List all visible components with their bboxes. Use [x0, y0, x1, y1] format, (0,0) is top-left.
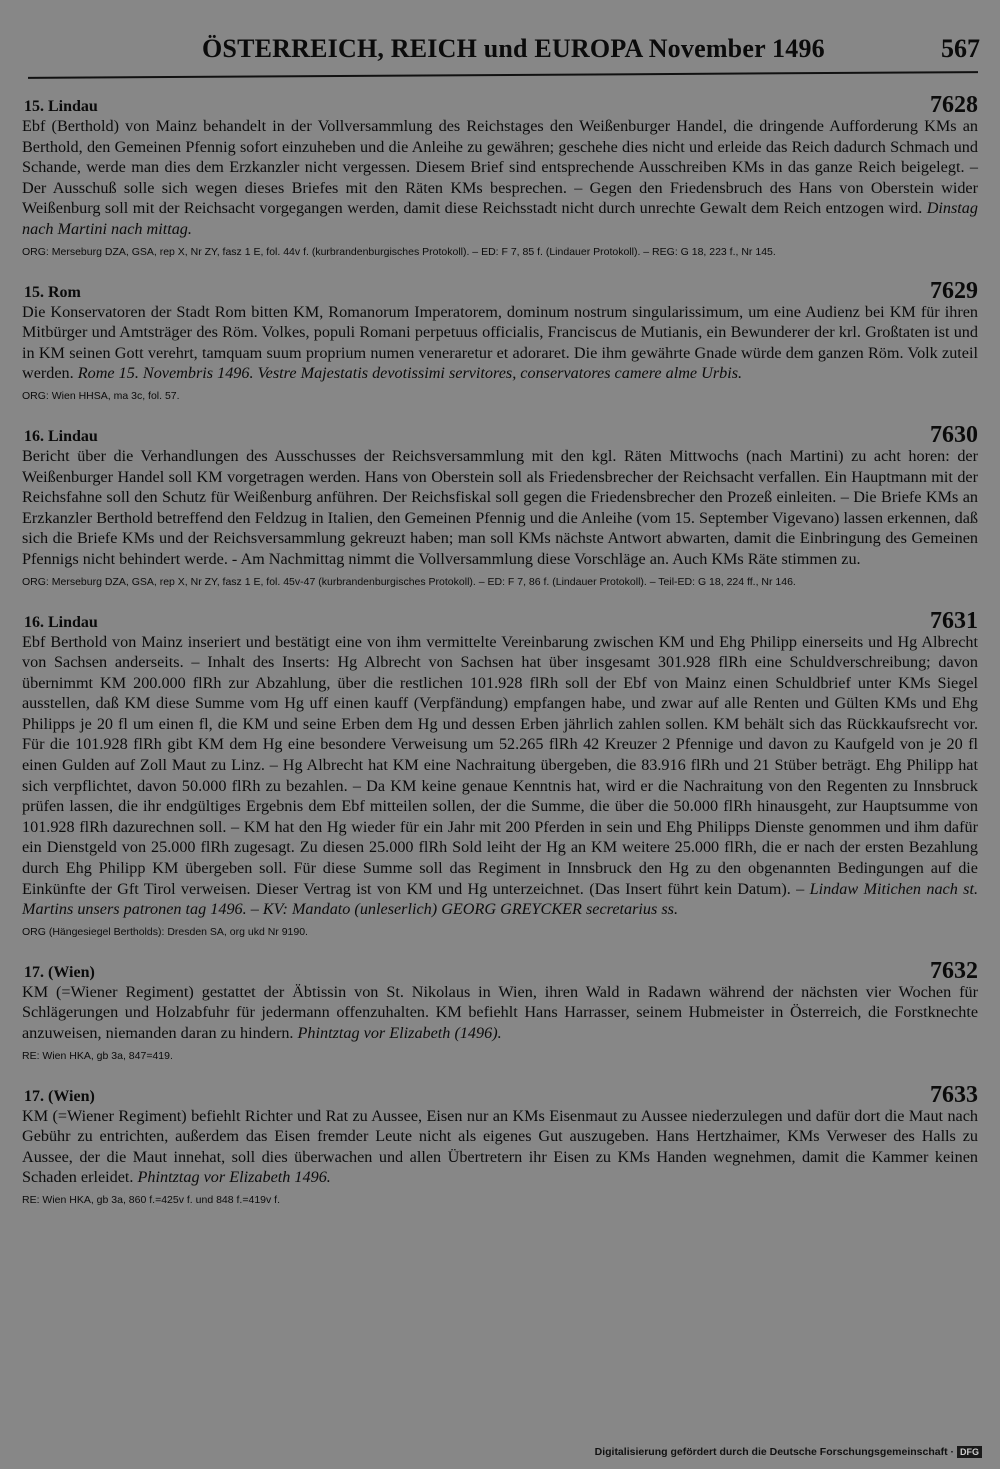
- entry-text: Ebf Berthold von Mainz inseriert und bestätigt eine von ihm vermittelte Vereinbarung zwischen KM und Ehg Philipp einerseits und Hg Albrecht von Sachsen anderseits. – Inhalt des Inserts: Hg Albrecht von Sachsen hat über insgesamt 301.928 flRh eine Schuldverschreibung; davon übernimmt KM 200.000 flRh zur Abzahlung, über die restlichen 101.928 flRh soll der Ebf von Mainz einen Schuldbrief unter KMs Siegel ausstellen, daß KM diese Summe vom Hg uff einen kauff (Verpfändung) empfangen habe, und zwar auf alle Renten und Gülten KMs und Ehg Philipps je 20 fl um einen fl, die KM und seine Erben dem Hg und dessen Erben jährlich zahlen sollen. KM behält sich das Rückkaufsrecht vor. Für die 101.928 flRh gibt KM dem Hg eine besondere Verweisung um 52.265 flRh 42 Kreuzer 2 Pfennige und davon zu Kaufgeld von je 20 fl einen Gulden auf Zoll Maut zu Linz. – Hg Albrecht hat KM eine Nachraitung übergeben, die 83.916 flRh und 21 Stüber beträgt. Ehg Philipp hat sich verpflichtet, davon 50.000 flRh zu bezahlen. – Da KM keine genaue Kenntnis hat, wird er die Nachraitung von den Regenten zu Innsbruck prüfen lassen, die ihr endgültiges Ergebnis dem Ebf mitteilen sollen, der die Summe, die über die 50.000 flRh hinausgeht, zur Hauptsumme von 101.928 flRh dazurechnen soll. – KM hat den Hg wieder für ein Jahr mit 200 Pferden in sein und Ehg Philipps Dienste genommen und ihm dafür ein Dienstgeld von 25.000 flRh zugesagt. Zu diesen 25.000 flRh Sold leiht der Hg an KM weitere 25.000 flRh, die er nach der ersten Bezahlung durch Ehg Philipp KM übergeben soll. Für diese Summe soll das Regiment in Innsbruck den Hg zu den obgenannten Bedingungen auf die Einkünfte der Gft Tirol verweisen. Dieser Vertrag ist von KM und Hg unterzeichnet. (Das Insert führt kein Datum). – Lindaw Mitichen nach st. Martins unsers patronen tag 1496. – KV: Mandato (unleserlich) GEORG GREYCKER secretarius ss.: [22, 632, 979, 919]
- entry-7633: [22, 1082, 978, 1208]
- entry-dating: Phintztag vor Elizabeth (1496).: [297, 1024, 502, 1042]
- entry-text: Bericht über die Verhandlungen des Ausschusses der Reichsversammlung mit den kgl. Räten Mittwochs (nach Martini) zu acht horen: der Weißenburger Handel soll KM vorgetragen werden. Hans von Oberstein soll als Friedensbrecher der Reichsacht verfallen. Ein Hauptmann mit der Reichsfahne soll den Schutz für Weißenburg anführen. Der Reichsfiskal soll gegen die Friedensbrecher den Prozeß einleiten. – Die Briefe KMs an Erzkanzler Berthold betreffend den Feldzug in Italien, den Gemeinen Pfennig und die Anleihe (vom 15. September Vigevano) lassen erkennen, daß sich die Briefe KMs und der Reichsversammlung gekreuzt haben; man soll KMs nächste Antwort abwarten, damit die Einbringung des Gemeinen Pfennigs nicht behindert werde. - Am Nachmittag nimmt die Vollversammlung diese Vorschläge an. Auch KMs Räte stimmen zu.: [22, 446, 978, 568]
- entry-7630: [22, 422, 978, 590]
- entry-number: 7632: [930, 957, 978, 984]
- entry-source: ORG: Merseburg DZA, GSA, rep X, Nr ZY, fasz 1 E, fol. 45v-47 (kurbrandenburgisches Protokoll). – ED: F 7, 86 f. (Lindauer Protokoll). – Teil-ED: G 18, 224 ff., Nr 146.: [22, 575, 796, 588]
- entry-date: 15. Rom: [24, 283, 81, 301]
- entry-7628: [22, 92, 978, 260]
- entry-dating: Dinstag nach Martini nach mittag.: [22, 199, 978, 238]
- credit-text: Digitalisierung gefördert durch die Deutsche Forschungsgemeinschaft ·: [594, 1446, 954, 1458]
- entry-number: 7628: [930, 92, 978, 118]
- entry-text: Die Konservatoren der Stadt Rom bitten KM, Romanorum Imperatorem, dominum nostrum singularissimum, um eine Audienz bei KM für ihren Mitbürger und Amtsträger des Röm. Volkes, populi Romani perpetuus officialis, Franciscus de Mutianis, ein Bewunderer der krl. Großtaten ist und in KM seinen Gott verehrt, tamquam suum proprium numen veneraretur et adoraret. Die ihm gewährte Gnade würde dem ganzen Röm. Volk zuteil werden. Rome 15. Novembris 1496. Vestre Majestatis devotissimi servitores, conservatores camere alme Urbis.: [22, 302, 978, 383]
- entry-date: 15. Lindau: [24, 98, 98, 115]
- entry-number: 7631: [930, 607, 978, 634]
- entry-date: 17. (Wien): [24, 963, 95, 981]
- entry-source: ORG: Wien HHSA, ma 3c, fol. 57.: [22, 389, 180, 402]
- entry-dating: Phintztag vor Elizabeth 1496.: [137, 1168, 331, 1187]
- entry-7629: [22, 278, 978, 404]
- entry-date: 17. (Wien): [24, 1087, 95, 1105]
- entry-dating: – Lindaw Mitichen nach st. Martins unsers patronen tag 1496. – KV: Mandato (unleserlich) GEORG GREYCKER secretarius ss.: [22, 879, 979, 919]
- entry-text: Ebf (Berthold) von Mainz behandelt in der Vollversammlung des Reichstages den Weißenburger Handel, die dringende Aufforderung KMs an Berthold, den Gemeinen Pfennig sofort einzuheben und die Anleihe zu gewähren; geschehe dies nicht und erleide das Reich dadurch Schmach und Schande, werde man dies dem Erzkanzler nicht vergessen. Diesem Brief sind entsprechende Ausschreiben KMs in das ganze Reich beigelegt. – Der Ausschuß solle sich wegen dieses Briefes mit den Räten KMs besprechen. – Gegen den Friedensbruch des Hans von Oberstein wider Weißenburg soll mit der Reichsacht vorgegangen werden, damit diese Reichsstadt nicht durch unrechte Gewalt dem Reich entzogen wird. Dinstag nach Martini nach mittag.: [22, 117, 978, 238]
- entry-dating: Rome 15. Novembris 1496. Vestre Majestatis devotissimi servitores, conservatores camere alme Urbis.: [77, 364, 743, 383]
- entry-date: 16. Lindau: [24, 613, 98, 631]
- entry-source: RE: Wien HKA, gb 3a, 860 f.=425v f. und 848 f.=419v f.: [22, 1193, 280, 1206]
- entry-source: RE: Wien HKA, gb 3a, 847=419.: [22, 1049, 173, 1062]
- entry-source: ORG: Merseburg DZA, GSA, rep X, Nr ZY, fasz 1 E, fol. 44v f. (kurbrandenburgisches Protokoll). – ED: F 7, 85 f. (Lindauer Protokoll). – REG: G 18, 223 f., Nr 145.: [22, 245, 776, 258]
- entry-date: 16. Lindau: [24, 427, 98, 445]
- entry-text: KM (=Wiener Regiment) befiehlt Richter und Rat zu Aussee, Eisen nur an KMs Eisenmaut zu Aussee niederzulegen und dafür dort die Maut nach Gebühr zu entrichten, außerdem das Eisen fremder Leute nicht als eigenes Gut auszugeben. Hans Hertzhaimer, KMs Verweser des Halls zu Aussee, der die Maut innehat, soll dies überwachen und allen Übertretern ihr Eisen zu KMs Handen wegnehmen, damit die Kammer keinen Schaden erleidet. Phintztag vor Elizabeth 1496.: [22, 1106, 978, 1187]
- digitization-credit: [595, 1446, 982, 1458]
- entry-number: 7630: [930, 421, 978, 448]
- entry-text: KM (=Wiener Regiment) gestattet der Äbtissin von St. Nikolaus in Wien, ihren Wald in Radawn während der nächsten vier Wochen für Schlägerungen und Holzabfuhr für jedermann offenzuhalten. KM befiehlt Hans Harrasser, seinem Hubmeister in Österreich, die Forstknechte anzuweisen, niemanden daran zu hindern. Phintztag vor Elizabeth (1496).: [22, 982, 978, 1042]
- entry-number: 7633: [930, 1081, 978, 1108]
- entry-number: 7629: [930, 277, 978, 304]
- dfg-logo: DFG: [957, 1446, 982, 1458]
- entry-7631: [22, 608, 978, 940]
- page-number: 567: [941, 34, 980, 63]
- header-rule: [28, 71, 978, 79]
- entry-source: ORG (Hängesiegel Bertholds): Dresden SA, org ukd Nr 9190.: [22, 925, 308, 938]
- entry-7632: [22, 958, 978, 1064]
- running-title: ÖSTERREICH, REICH und EUROPA November 1496: [202, 34, 825, 63]
- page-header: [24, 34, 980, 70]
- entry-list: [22, 92, 978, 1226]
